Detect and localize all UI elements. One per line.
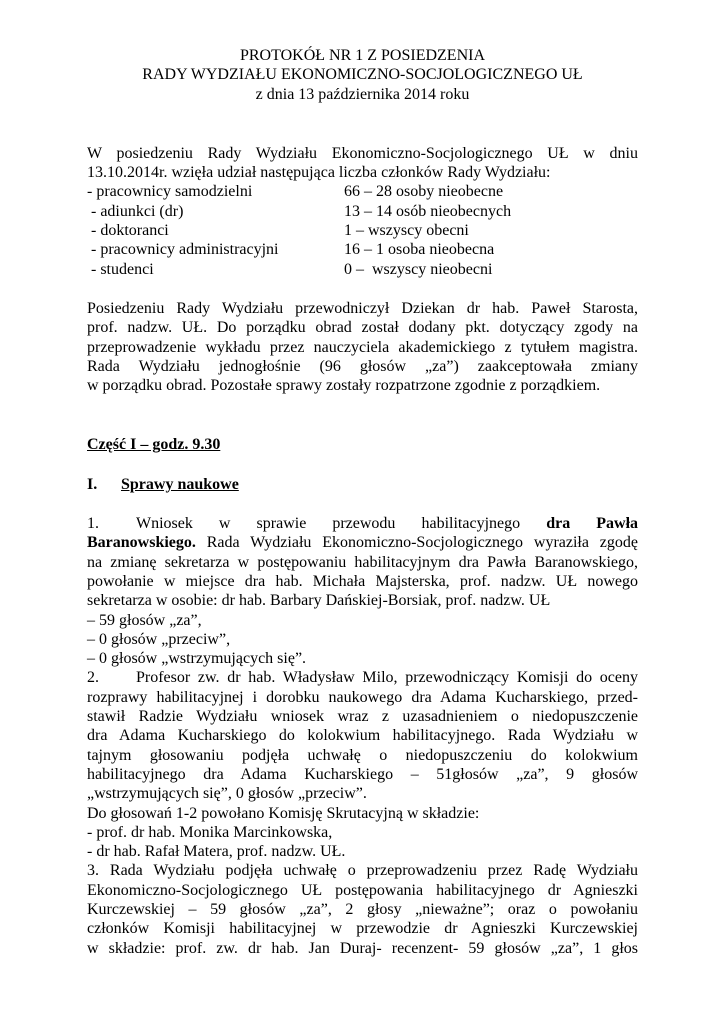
item-3-line-4: członków Komisji habilitacyjnej w przewodzie dr Agnieszki Kurczewskiej xyxy=(87,920,638,938)
item-1-bold-name: dra Pawła xyxy=(546,515,639,533)
attendance-row xyxy=(87,202,638,221)
item-2-line-2: rozprawy habilitacyjnej i dorobku naukowego dra Adama Kucharskiego, przed- xyxy=(87,688,638,706)
intro-line-1: W posiedzeniu Rady Wydziału Ekonomiczno-Socjologicznego UŁ w dniu xyxy=(87,144,638,162)
item-1 xyxy=(87,514,638,668)
item-2-line-4: dra Adama Kucharskiego do kolokwium habilitacyjnego. Rada Wydziału w xyxy=(87,727,638,745)
item-1-number: 1. xyxy=(87,515,99,533)
item-2-line-5: tajnym głosowaniu podjęła uchwałę o niedopuszczeniu do kolokwium xyxy=(87,746,638,764)
item-1-line-4: powołanie w miejsce dra hab. Michała Majsterska, prof. nadzw. UŁ nowego xyxy=(87,572,638,590)
item-2-line-3: stawił Radzie Wydziału wniosek wraz z uzasadnieniem o niedopuszczenie xyxy=(87,708,638,726)
chair-line: przeprowadzenie wykładu przez nauczyciela akademickiego z tytułem magistra. xyxy=(87,338,638,356)
item-3-line-3: Kurczewskiej – 59 głosów „za”, 2 głosy „nieważne”; oraz o powołaniu xyxy=(87,900,638,918)
item-3-line-2: Ekonomiczno-Socjologicznego UŁ postępowania habilitacyjnego dr Agnieszki xyxy=(87,881,638,899)
attendance-row xyxy=(87,240,638,259)
vote-for: – 59 głosów „za”, xyxy=(87,611,202,629)
attendance-row xyxy=(87,182,638,201)
part-heading: Część I – godz. 9.30 xyxy=(87,436,221,454)
title-line-3: z dnia 13 października 2014 roku xyxy=(255,85,470,103)
attendance-value: 16 – 1 osoba nieobecna xyxy=(344,241,495,259)
intro-line-2: 13.10.2014r. wzięła udział następująca liczba członków Rady Wydziału: xyxy=(87,164,551,182)
attendance-list xyxy=(87,182,638,278)
commission-intro: Do głosowań 1-2 powołano Komisję Skrutacyjną w składzie: xyxy=(87,804,480,822)
item-1-text: Wniosek w sprawie przewodu habilitacyjnego xyxy=(136,515,521,533)
section-heading xyxy=(87,475,638,494)
intro-paragraph xyxy=(87,144,638,183)
attendance-category: - adiunkci (dr) xyxy=(87,202,184,220)
attendance-category: - doktoranci xyxy=(87,222,169,240)
attendance-row xyxy=(87,260,638,279)
item-2-text: Profesor zw. dr hab. Władysław Milo, przewodniczący Komisji do oceny xyxy=(136,669,638,687)
attendance-category: - studenci xyxy=(87,260,154,278)
chair-line: Rada Wydziału jednogłośnie (96 głosów „za”) zaakceptowała zmiany xyxy=(87,357,638,375)
section-number: I. xyxy=(87,475,98,493)
item-1-line-1 xyxy=(87,514,638,533)
item-3 xyxy=(87,861,638,957)
item-2 xyxy=(87,668,638,861)
item-1-line-5: sekretarza w osobie: dr hab. Barbary Dańskiej-Borsiak, prof. nadzw. UŁ xyxy=(87,592,551,610)
commission-member: - dr hab. Rafał Matera, prof. nadzw. UŁ. xyxy=(87,843,346,861)
vote-against: – 0 głosów „przeciw”, xyxy=(87,630,231,648)
document-title xyxy=(87,46,638,104)
attendance-row xyxy=(87,221,638,240)
commission-member: - prof. dr hab. Monika Marcinkowska, xyxy=(87,823,333,841)
item-2-line-7: „wstrzymujących się”, 0 głosów „przeciw”. xyxy=(87,785,367,803)
title-line-1: PROTOKÓŁ NR 1 Z POSIEDZENIA xyxy=(239,47,486,64)
title-line-2: RADY WYDZIAŁU EKONOMICZNO-SOCJOLOGICZNEGO UŁ xyxy=(142,66,583,84)
item-2-line-6: habilitacyjnego dra Adama Kucharskiego – 51głosów „za”, 9 głosów xyxy=(87,765,638,783)
attendance-value: 13 – 14 osób nieobecnych xyxy=(344,202,512,220)
item-2-line-1 xyxy=(87,668,638,687)
attendance-category: - pracownicy administracyjni xyxy=(87,241,279,259)
chair-line: prof. nadzw. UŁ. Do porządku obrad został dodany pkt. dotyczący zgody na xyxy=(87,319,638,337)
item-2-number: 2. xyxy=(87,669,99,687)
section-title: Sprawy naukowe xyxy=(121,475,239,493)
chair-line: Posiedzeniu Rady Wydziału przewodniczył Dziekan dr hab. Paweł Starosta, xyxy=(87,299,638,317)
item-1-line-3: na zmianę sekretarza w postępowaniu habilitacyjnym dra Pawła Baranowskiego, xyxy=(87,553,638,571)
attendance-value: 1 – wszyscy obecni xyxy=(344,222,469,240)
chair-paragraph xyxy=(87,299,638,395)
item-1-text-2: Rada Wydziału Ekonomiczno-Socjologicznego wyraziła zgodę xyxy=(195,534,638,552)
vote-abstain: – 0 głosów „wstrzymujących się”. xyxy=(87,650,307,668)
item-1-bold-surname: Baranowskiego. xyxy=(87,534,196,552)
chair-line: w porządku obrad. Pozostałe sprawy zostały rozpatrzone zgodnie z porządkiem. xyxy=(87,377,601,395)
attendance-value: 66 – 28 osoby nieobecne xyxy=(344,183,504,201)
attendance-value: 0 – wszyscy nieobecni xyxy=(344,260,493,278)
item-3-line-5: w składzie: prof. zw. dr hab. Jan Duraj- recenzent- 59 głosów „za”, 1 głos xyxy=(87,939,638,957)
attendance-category: - pracownicy samodzielni xyxy=(87,183,253,201)
item-3-line-1: 3. Rada Wydziału podjęła uchwałę o przeprowadzeniu przez Radę Wydziału xyxy=(87,862,638,880)
item-1-line-2 xyxy=(87,533,638,552)
